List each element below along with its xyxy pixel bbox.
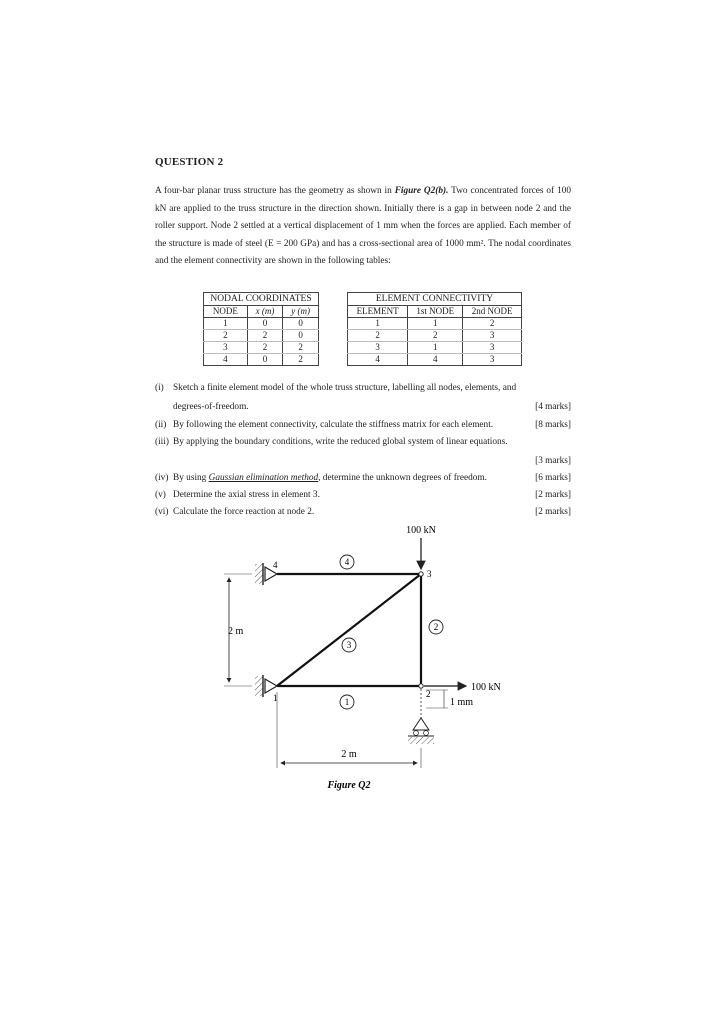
- part-marks: [8 marks]: [535, 420, 571, 430]
- load-top-label: 100 kN: [406, 525, 436, 536]
- element-4-label: 4: [344, 557, 350, 567]
- element-cell: 1: [408, 342, 463, 354]
- part-text-pre: By using: [173, 473, 209, 483]
- nodal-cell: 4: [204, 354, 248, 366]
- part-label: (iv): [155, 473, 169, 483]
- element-cell: 3: [463, 342, 522, 354]
- part-text-post: , determine the unknown degrees of freedom.: [318, 473, 487, 483]
- nodal-table-caption: NODAL COORDINATES: [204, 293, 319, 306]
- element-cell: 1: [348, 318, 408, 330]
- element-cell: 2: [463, 318, 522, 330]
- part-text: By applying the boundary conditions, write the reduced global system of linear equations.: [173, 437, 508, 447]
- part-text: By following the element connectivity, calculate the stiffness matrix for each element.: [173, 420, 494, 430]
- element-3-label: 3: [346, 640, 352, 650]
- node-3-label: 3: [427, 569, 432, 579]
- element-header-element: ELEMENT: [348, 306, 408, 318]
- element-cell: 2: [408, 330, 463, 342]
- intro-text-a: A four-bar planar truss structure has the geometry as shown in: [155, 186, 395, 196]
- part-marks: [6 marks]: [535, 473, 571, 483]
- node-2-label: 2: [426, 689, 431, 699]
- part-marks: [4 marks]: [535, 402, 571, 412]
- part-marks: [2 marks]: [535, 490, 571, 500]
- part-marks: [2 marks]: [535, 507, 571, 517]
- element-cell: 3: [463, 354, 522, 366]
- element-cell: 3: [348, 342, 408, 354]
- nodal-cell: 0: [283, 330, 319, 342]
- node-1-label: 1: [273, 693, 278, 703]
- gap-label: 1 mm: [450, 697, 474, 708]
- horizontal-dimension-label: 2 m: [341, 749, 357, 760]
- nodal-cell: 2: [247, 342, 283, 354]
- node-3-dot: [419, 572, 423, 576]
- part-text: Calculate the force reaction at node 2.: [173, 507, 315, 517]
- element-table-caption: ELEMENT CONNECTIVITY: [348, 293, 522, 306]
- nodal-cell: 0: [283, 318, 319, 330]
- nodal-header-y: y (m): [283, 306, 319, 318]
- element-3-member: [277, 574, 421, 686]
- nodal-header-node: NODE: [204, 306, 248, 318]
- nodal-header-x: x (m): [247, 306, 283, 318]
- part-label: (i): [155, 383, 164, 393]
- part-label: (ii): [155, 420, 167, 430]
- part-text: Determine the axial stress in element 3.: [173, 490, 320, 500]
- element-cell: 4: [348, 354, 408, 366]
- element-cell: 1: [408, 318, 463, 330]
- nodal-cell: 2: [283, 342, 319, 354]
- vertical-dimension-label: 2 m: [228, 626, 244, 637]
- part-marks: [3 marks]: [535, 456, 571, 466]
- nodal-cell: 0: [247, 318, 283, 330]
- nodal-cell: 1: [204, 318, 248, 330]
- part-label: (v): [155, 490, 166, 500]
- part-text: degrees-of-freedom.: [173, 402, 249, 412]
- intro-figure-ref: Figure Q2(b).: [394, 186, 449, 196]
- load-right-label: 100 kN: [471, 682, 501, 693]
- element-1-label: 1: [344, 697, 350, 707]
- figure-caption: Figure Q2: [327, 780, 371, 791]
- part-text: Sketch a finite element model of the whole truss structure, labelling all nodes, elements, and: [173, 383, 517, 393]
- element-cell: 3: [463, 330, 522, 342]
- nodal-cell: 2: [283, 354, 319, 366]
- node-2-dot: [419, 684, 423, 688]
- question-title: QUESTION 2: [155, 156, 224, 168]
- part-label: (vi): [155, 507, 169, 517]
- element-2-label: 2: [433, 622, 439, 632]
- part-text-method: Gaussian elimination method: [208, 473, 319, 483]
- nodal-cell: 0: [247, 354, 283, 366]
- nodal-cell: 3: [204, 342, 248, 354]
- element-cell: 2: [348, 330, 408, 342]
- nodal-cell: 2: [204, 330, 248, 342]
- node-4-label: 4: [273, 560, 278, 570]
- element-header-second-node: 2nd NODE: [463, 306, 522, 318]
- element-header-first-node: 1st NODE: [408, 306, 463, 318]
- part-label: (iii): [155, 437, 169, 447]
- element-cell: 4: [408, 354, 463, 366]
- nodal-cell: 2: [247, 330, 283, 342]
- intro-text-b: Two concentrated forces of 100 kN are applied to the truss structure in the direction shown. Initially there is a gap in between node 2 and the roller support. Node 2 settled at a vertical displacement of 1 mm when the forces are applied. Each member of the structure is made of steel (E = 200 GPa) and has a cross-sectional area of 1000 mm². The nodal coordinates and the element connectivity are shown in the following tables:: [155, 186, 572, 267]
